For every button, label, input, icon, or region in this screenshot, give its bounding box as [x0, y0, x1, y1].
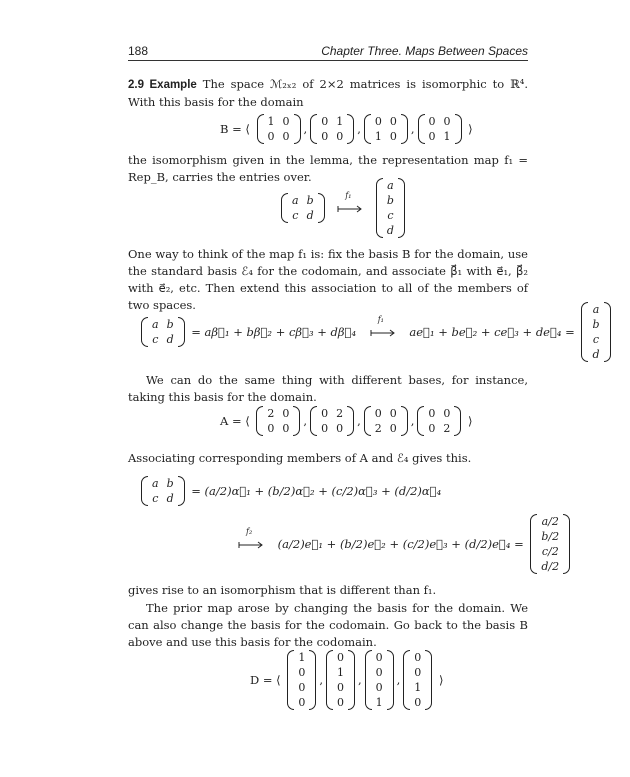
matrix-entry: b	[166, 477, 174, 490]
basis-column-vector	[365, 650, 394, 710]
maps-to-arrow	[370, 315, 396, 340]
extend-middle: = aβ⃗₁ + bβ⃗₂ + cβ⃗₃ + dβ⃗₄	[191, 325, 357, 339]
basis-matrix	[256, 406, 300, 436]
matrix-entry: a/2	[541, 515, 559, 528]
matrix-entry: 0	[389, 422, 397, 435]
matrix-entry: 1	[298, 651, 306, 664]
matrix-entry: 0	[428, 115, 436, 128]
matrix-entry: 0	[321, 115, 329, 128]
matrix-entry: d/2	[541, 560, 560, 573]
basis-D-equation: D = ⟨ 1 0 0 0 , 0 1 0 0 , 0 0 0 1 , 0 0 1 0 ⟩	[250, 651, 444, 709]
matrix-entry: 0	[336, 651, 344, 664]
basis-A-rhs: ⟩	[468, 414, 473, 428]
matrix-entry: a	[592, 303, 600, 316]
basis-A-equation: A = ⟨ 2 0 0 0 , 0 2 0 0 , 0 0 2 0 , 0 0 0 2 ⟩	[220, 407, 473, 435]
assoc-equation-line1	[140, 476, 443, 506]
matrix-entry: 0	[414, 666, 422, 679]
arrow-label: f₁	[377, 315, 384, 324]
basis-column-vector	[287, 650, 316, 710]
matrix-entry: 0	[389, 407, 397, 420]
example-intro	[128, 76, 528, 111]
matrix-entry: c/2	[541, 545, 559, 558]
matrix-entry: 0	[443, 407, 451, 420]
matrix-entry: 0	[374, 407, 382, 420]
basis-B-rhs: ⟩	[468, 122, 473, 136]
matrix-entry: 0	[389, 115, 397, 128]
matrix-entry: d	[166, 492, 174, 505]
matrix-entry: d	[592, 348, 600, 361]
output-vector	[530, 514, 570, 574]
input-matrix	[141, 476, 185, 506]
output-vector	[581, 302, 610, 362]
matrix-entry: a	[152, 477, 159, 490]
page-number: 188	[128, 44, 149, 58]
matrix-entry: c	[152, 492, 159, 505]
basis-D-lhs: D = ⟨	[250, 673, 281, 687]
matrix-entry: 0	[428, 130, 436, 143]
matrix-entry: 0	[443, 115, 451, 128]
matrix-entry: 1	[336, 666, 344, 679]
basis-D-rhs: ⟩	[438, 673, 444, 687]
matrix-entry: 1	[443, 130, 451, 143]
matrix-entry: 0	[389, 130, 397, 143]
matrix-entry: 1	[375, 696, 383, 709]
matrix-entry: 1	[414, 681, 422, 694]
basis-B-lhs: B = ⟨	[220, 122, 250, 136]
matrix-entry: a	[387, 179, 394, 192]
matrix-entry: 1	[374, 130, 382, 143]
running-title: Chapter Three. Maps Between Spaces	[321, 44, 528, 58]
matrix-entry: 0	[321, 407, 329, 420]
assoc-line1: = (a/2)α⃗₁ + (b/2)α⃗₂ + (c/2)α⃗₃ + (d/2)α⃗₄	[191, 484, 442, 498]
matrix-entry: 2	[443, 422, 451, 435]
basis-matrix	[257, 114, 301, 144]
assoc-equation-line2	[230, 514, 571, 574]
matrix-entry: 2	[267, 407, 275, 420]
example-label: 2.9 Example	[128, 79, 197, 91]
extend-right: ae⃗₁ + be⃗₂ + ce⃗₃ + de⃗₄ =	[409, 325, 575, 339]
matrix-entry: a	[292, 194, 299, 207]
matrix-entry: 1	[267, 115, 275, 128]
matrix-entry: 0	[321, 422, 329, 435]
output-vector	[376, 178, 405, 238]
matrix-entry: 0	[267, 422, 275, 435]
matrix-entry: b	[386, 194, 394, 207]
paragraph-2: the isomorphism given in the lemma, the representation map f₁ = Rep_B, carries the entries over.	[128, 153, 528, 184]
basis-column-vector	[326, 650, 355, 710]
basis-matrix	[310, 114, 354, 144]
basis-A-lhs: A = ⟨	[220, 414, 250, 428]
basis-matrix	[364, 114, 408, 144]
matrix-entry: 1	[336, 115, 344, 128]
matrix-entry: 0	[282, 422, 290, 435]
assoc-line2: (a/2)e⃗₁ + (b/2)e⃗₂ + (c/2)e⃗₃ + (d/2)e⃗₄ =	[277, 537, 524, 551]
paragraph-7: The prior map arose by changing the basis for the domain. We can also change the basis for the codomain. Go back to the basis B above and use this basis for the codomain.	[128, 601, 528, 649]
matrix-entry: b	[306, 194, 314, 207]
example-intro-text: The space ℳ₂ₓ₂ of 2×2 matrices is isomorphic to ℝ⁴. With this basis for the domain	[128, 77, 529, 109]
basis-matrix	[417, 406, 461, 436]
matrix-entry: 0	[282, 407, 290, 420]
paragraph-3: One way to think of the map f₁ is: fix the basis B for the domain, use the standard basis ℰ₄ for the codomain, and associate β⃗₁ with e⃗₁, β⃗₂ with e⃗₂, etc. Then extend this association to all of the members of two spaces.	[128, 247, 528, 312]
paragraph-5: Associating corresponding members of A and ℰ₄ gives this.	[128, 451, 472, 465]
matrix-entry: d	[306, 209, 314, 222]
f1-map-equation	[280, 178, 406, 238]
matrix-entry: b	[166, 318, 174, 331]
arrow-label: f₁	[345, 191, 352, 200]
matrix-entry: 0	[321, 130, 329, 143]
matrix-entry: 0	[375, 666, 383, 679]
matrix-entry: b/2	[541, 530, 560, 543]
matrix-entry: 0	[282, 115, 290, 128]
matrix-entry: 2	[336, 407, 344, 420]
matrix-entry: c	[387, 209, 394, 222]
matrix-entry: 0	[336, 130, 344, 143]
matrix-entry: 0	[298, 681, 306, 694]
matrix-entry: 0	[336, 422, 344, 435]
matrix-entry: 0	[298, 696, 306, 709]
matrix-entry: 0	[336, 696, 344, 709]
page-header	[128, 44, 528, 61]
input-matrix	[141, 317, 185, 347]
input-matrix	[281, 193, 325, 223]
matrix-entry: 0	[374, 115, 382, 128]
matrix-entry: 0	[414, 696, 422, 709]
matrix-entry: 0	[298, 666, 306, 679]
matrix-entry: 0	[428, 407, 436, 420]
matrix-entry: d	[166, 333, 174, 346]
basis-matrix	[364, 406, 408, 436]
maps-to-arrow	[337, 191, 363, 216]
basis-matrix	[418, 114, 462, 144]
matrix-entry: c	[592, 333, 600, 346]
extend-equation	[140, 302, 612, 362]
matrix-entry: 0	[336, 681, 344, 694]
matrix-entry: 0	[428, 422, 436, 435]
basis-B-equation: B = ⟨ 1 0 0 0 , 0 1 0 0 , 0 0 1 0 , 0 0 0 1 ⟩	[220, 115, 473, 143]
matrix-entry: b	[592, 318, 600, 331]
paragraph-6: gives rise to an isomorphism that is different than f₁.	[128, 583, 437, 597]
matrix-entry: 0	[414, 651, 422, 664]
matrix-entry: 2	[374, 422, 382, 435]
matrix-entry: 0	[375, 651, 383, 664]
basis-matrix	[310, 406, 354, 436]
paragraph-4: We can do the same thing with different bases, for instance, taking this basis for the domain.	[128, 373, 528, 404]
matrix-entry: c	[292, 209, 299, 222]
arrow-label: f₂	[246, 527, 253, 536]
matrix-entry: 0	[375, 681, 383, 694]
matrix-entry: d	[386, 224, 394, 237]
maps-to-arrow	[238, 527, 264, 552]
matrix-entry: 0	[267, 130, 275, 143]
matrix-entry: a	[152, 318, 159, 331]
basis-column-vector	[403, 650, 432, 710]
matrix-entry: c	[152, 333, 159, 346]
matrix-entry: 0	[282, 130, 290, 143]
